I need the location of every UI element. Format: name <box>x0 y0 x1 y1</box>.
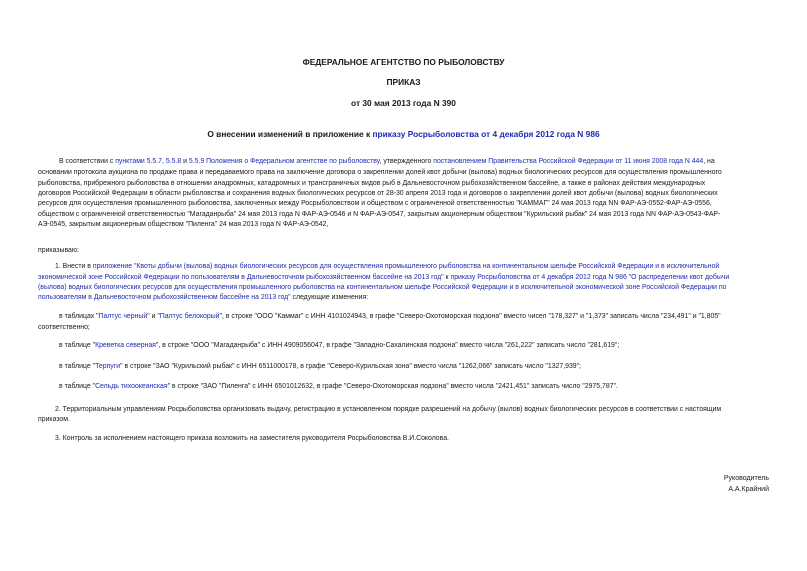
text: " и " <box>147 313 160 320</box>
item-halibut <box>59 312 721 321</box>
preamble-line-6: обществом с ограниченной ответственностью "Магаданрыба" 24 мая 2013 года N ФАР-АЭ-0546 и N ФАР-АЭ-0547, закрытым акционерным обществом "Курильский рыбак" 24 мая 2013 года NN ФАР-АЭ-0543-ФАР- <box>38 211 721 218</box>
text: В соответствии с <box>59 158 116 165</box>
text: в таблице " <box>59 383 96 390</box>
item-halibut-line-2: соответственно; <box>38 324 90 331</box>
preamble-line-1 <box>59 157 715 166</box>
link-pacific-herring[interactable]: Сельдь тихоокеанская <box>95 383 168 390</box>
link-order-986[interactable]: приказу Росрыболовства от 4 декабря 2012 года N 986 "О распределении квот добычи <box>450 274 730 281</box>
text: следующие изменения: <box>290 294 369 301</box>
item-shrimp <box>59 341 619 350</box>
text: " в строке "ЗАО "Курильский рыбак" с ИНН 6511000178, в графе "Северо-Курильская зона" вместо числа "1262,066" записать число "1327,939"; <box>120 363 581 370</box>
link-greenlings[interactable]: Терпуги <box>95 363 121 370</box>
para1-line-1 <box>55 262 719 271</box>
agency-name: ФЕДЕРАЛЬНОЕ АГЕНТСТВО ПО РЫБОЛОВСТВУ <box>302 57 505 67</box>
title-text: О внесении изменений в приложение к <box>207 129 373 139</box>
doc-date-number: от 30 мая 2013 года N 390 <box>351 98 456 108</box>
text: и <box>181 158 189 165</box>
text: ", в строке "ООО "Магаданрыба" с ИНН 4909056047, в графе "Западно-Сахалинская подзона" вместо числа "261,222" записать число "281,619"; <box>155 342 620 349</box>
text: , на <box>703 158 715 165</box>
order-word: приказываю: <box>38 247 79 254</box>
link-northern-shrimp[interactable]: Креветка северная <box>95 342 156 349</box>
link-appendix-cont[interactable]: экономической зоне Российской Федерации по пользователям в Дальневосточном рыбохозяйственном бассейне на 2013 год" <box>38 274 444 281</box>
link-regulation[interactable]: 5.5.9 Положения о Федеральном агентстве по рыболовству <box>188 158 380 165</box>
link-appendix[interactable]: приложение "Квоты добычи (вылова) водных биологических ресурсов для осуществления промышленного рыболовства на континентальном шельфе Российской Федерации и в исключительной <box>92 263 720 270</box>
item-greenling <box>59 362 581 371</box>
link-black-halibut[interactable]: Палтус черный <box>98 313 148 320</box>
signature-position: Руководитель <box>723 475 769 482</box>
preamble-line-5: ресурсов для осуществления промышленного рыболовства, заключенных между Росрыболовством и обществом с ограниченной ответственностью "КАММАГ" 24 мая 2013 года NN ФАР-АЭ-0552-ФАР-АЭ-0556, <box>38 200 712 207</box>
para3: 3. Контроль за исполнением настоящего приказа возложить на заместителя руководителя Росрыболовства В.И.Соколова. <box>55 435 449 442</box>
text: в таблицах " <box>59 313 99 320</box>
link-points[interactable]: пунктами 5.5.7, 5.5.8 <box>115 158 182 165</box>
text: " в строке "ЗАО "Пиленга" с ИНН 6501012632, в графе "Северо-Охотоморская подзона" вместо числа "2421,451" записать число "2975,787". <box>167 383 618 390</box>
title-link[interactable]: приказу Росрыболовства от 4 декабря 2012 года N 986 <box>372 129 600 139</box>
preamble-line-2: основании протокола аукциона по продаже права и передаваемого права на заключение договора о закреплении долей квот добычи (вылова) водных биологических ресурсов для осуществления промышленного <box>38 169 722 176</box>
text: ", в строке "ООО "Каммаг" с ИНН 4101024943, в графе "Северо-Охотоморская подзона" вместо чисел "178,327" и "1,373" записать числа "234,491" и "1,805" <box>219 313 721 320</box>
preamble-line-4: договоров Российской Федерации в области рыболовства и сохранения водных биологических ресурсов от 28-30 апреля 2013 года и договоров о закреплении долей квот добычи (вылова) водных биологических <box>38 190 718 197</box>
item-herring <box>59 382 618 391</box>
doc-type: ПРИКАЗ <box>386 77 421 87</box>
text: 1. Внести в <box>55 263 93 270</box>
preamble-line-3: рыболовства, прибрежного рыболовства в отношении анадромных, катадромных и трансграничных видов рыб в Дальневосточном рыбохозяйственном бассейне, а также в районах действия международных <box>38 180 706 187</box>
para1-line-3[interactable]: (вылова) водных биологических ресурсов для осуществления промышленного рыболовства на континентальном шельфе Российской Федерации и в исключительной экономической зоне Российской Федерации по <box>38 284 727 291</box>
link-order-986-cont[interactable]: пользователям в Дальневосточном рыбохозяйственном бассейне на 2013 год" <box>38 294 291 301</box>
text: к <box>443 274 451 281</box>
para2-line-1: 2. Территориальным управлениям Росрыболовства организовать выдачу, регистрацию в установленном порядке разрешений на добычу (вылов) водных биологических ресурсов в соответствии с настоящим <box>55 406 722 413</box>
text: в таблице " <box>59 342 96 349</box>
text: , утвержденного <box>379 158 434 165</box>
para1-line-2 <box>38 273 729 282</box>
doc-title <box>0 129 807 139</box>
text: в таблице " <box>59 363 96 370</box>
para2-line-2: приказом. <box>38 416 70 423</box>
link-white-halibut[interactable]: Палтус белокорый <box>159 313 220 320</box>
preamble-line-7: АЭ-0545, закрытым акционерным обществом "Пиленга" 24 мая 2013 года N ФАР-АЭ-0542, <box>38 221 329 228</box>
link-government-decree[interactable]: постановлением Правительства Российской Федерации от 11 июня 2008 года N 444 <box>433 158 704 165</box>
signature-name: А.А.Крайний <box>728 486 769 493</box>
para1-line-4 <box>38 293 368 302</box>
